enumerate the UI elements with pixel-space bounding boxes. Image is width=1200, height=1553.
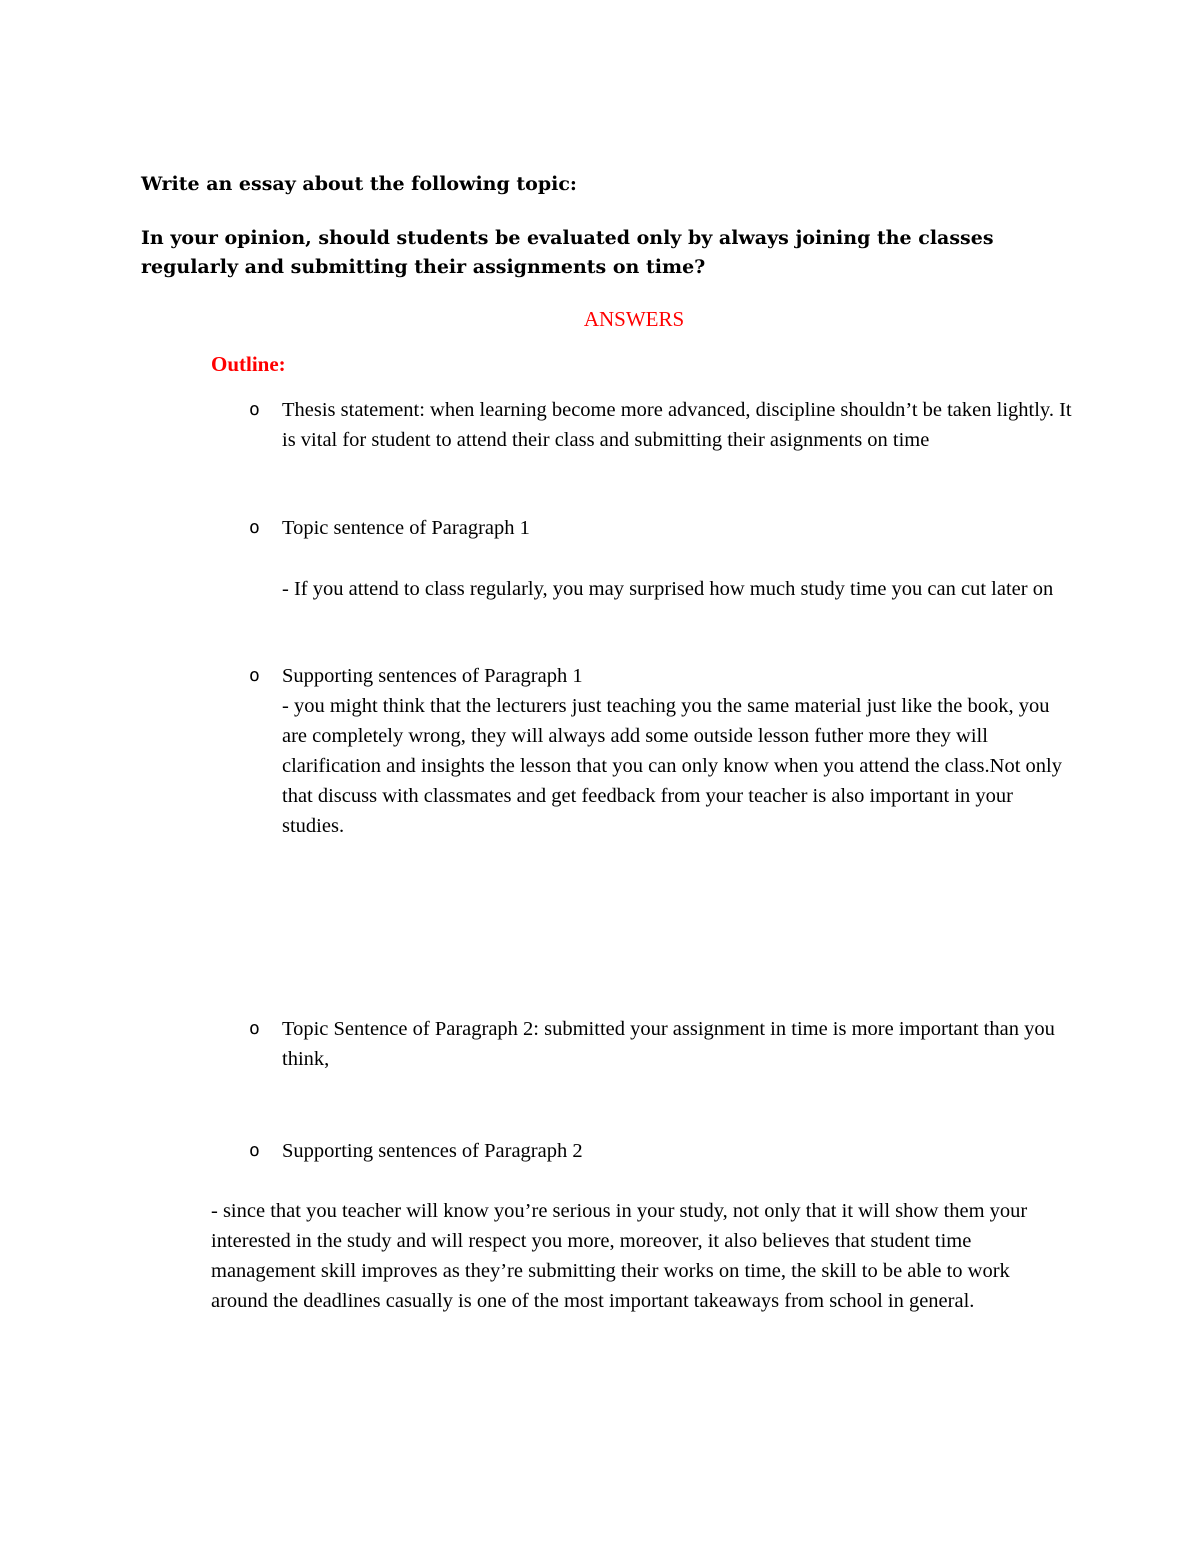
outline-item-support-2 — [245, 1136, 1075, 1166]
bullet-icon: o — [249, 1140, 260, 1161]
support-1-detail: - you might think that the lecturers just teaching you the same material just like the book, you are completely wrong, they will always add some outside lesson futher more they will clarification and insights the lesson that you can only know when you attend the class.Not only that discuss with classmates and get feedback from your teacher is also important in your studies. — [282, 695, 1062, 837]
support-1-label: Supporting sentences of Paragraph 1 — [282, 665, 583, 687]
support-2-detail: - since that you teacher will know you’re serious in your study, not only that it will show them your interested in the study and will respect you more, moreover, it also believes that student time management skill improves as they’re submitting their works on time, the skill to be able to work around the deadlines casually is one of the most important takeaways from school in general. — [211, 1200, 1028, 1312]
topic-sentence-2: Topic Sentence of Paragraph 2: submitted your assignment in time is more important than you think, — [282, 1018, 1055, 1070]
bullet-icon: o — [249, 665, 260, 686]
outline-label: Outline: — [211, 352, 286, 376]
topic-sentence-1-label: Topic sentence of Paragraph 1 — [282, 517, 530, 539]
outline-item-thesis — [245, 395, 1075, 455]
support-2-label: Supporting sentences of Paragraph 2 — [282, 1140, 583, 1162]
bullet-icon: o — [249, 1018, 260, 1039]
outline-item-topic-1 — [245, 513, 1075, 543]
essay-instruction: Write an essay about the following topic: — [141, 173, 577, 195]
topic-sentence-1-detail: - If you attend to class regularly, you may surprised how much study time you can cut later on — [282, 578, 1054, 600]
outline-item-support-1 — [245, 661, 1075, 841]
support-1-block — [282, 661, 1075, 841]
thesis-statement: Thesis statement: when learning become more advanced, discipline shouldn’t be taken lightly. It is vital for student to attend their class and submitting their asignments on time — [282, 399, 1072, 451]
bullet-icon: o — [249, 399, 260, 420]
answers-heading: ANSWERS — [583, 307, 685, 331]
bullet-icon: o — [249, 517, 260, 538]
outline-item-topic-2 — [245, 1014, 1075, 1074]
essay-question: In your opinion, should students be evaluated only by always joining the classes regularly and submitting their assignments on time? — [141, 227, 994, 278]
